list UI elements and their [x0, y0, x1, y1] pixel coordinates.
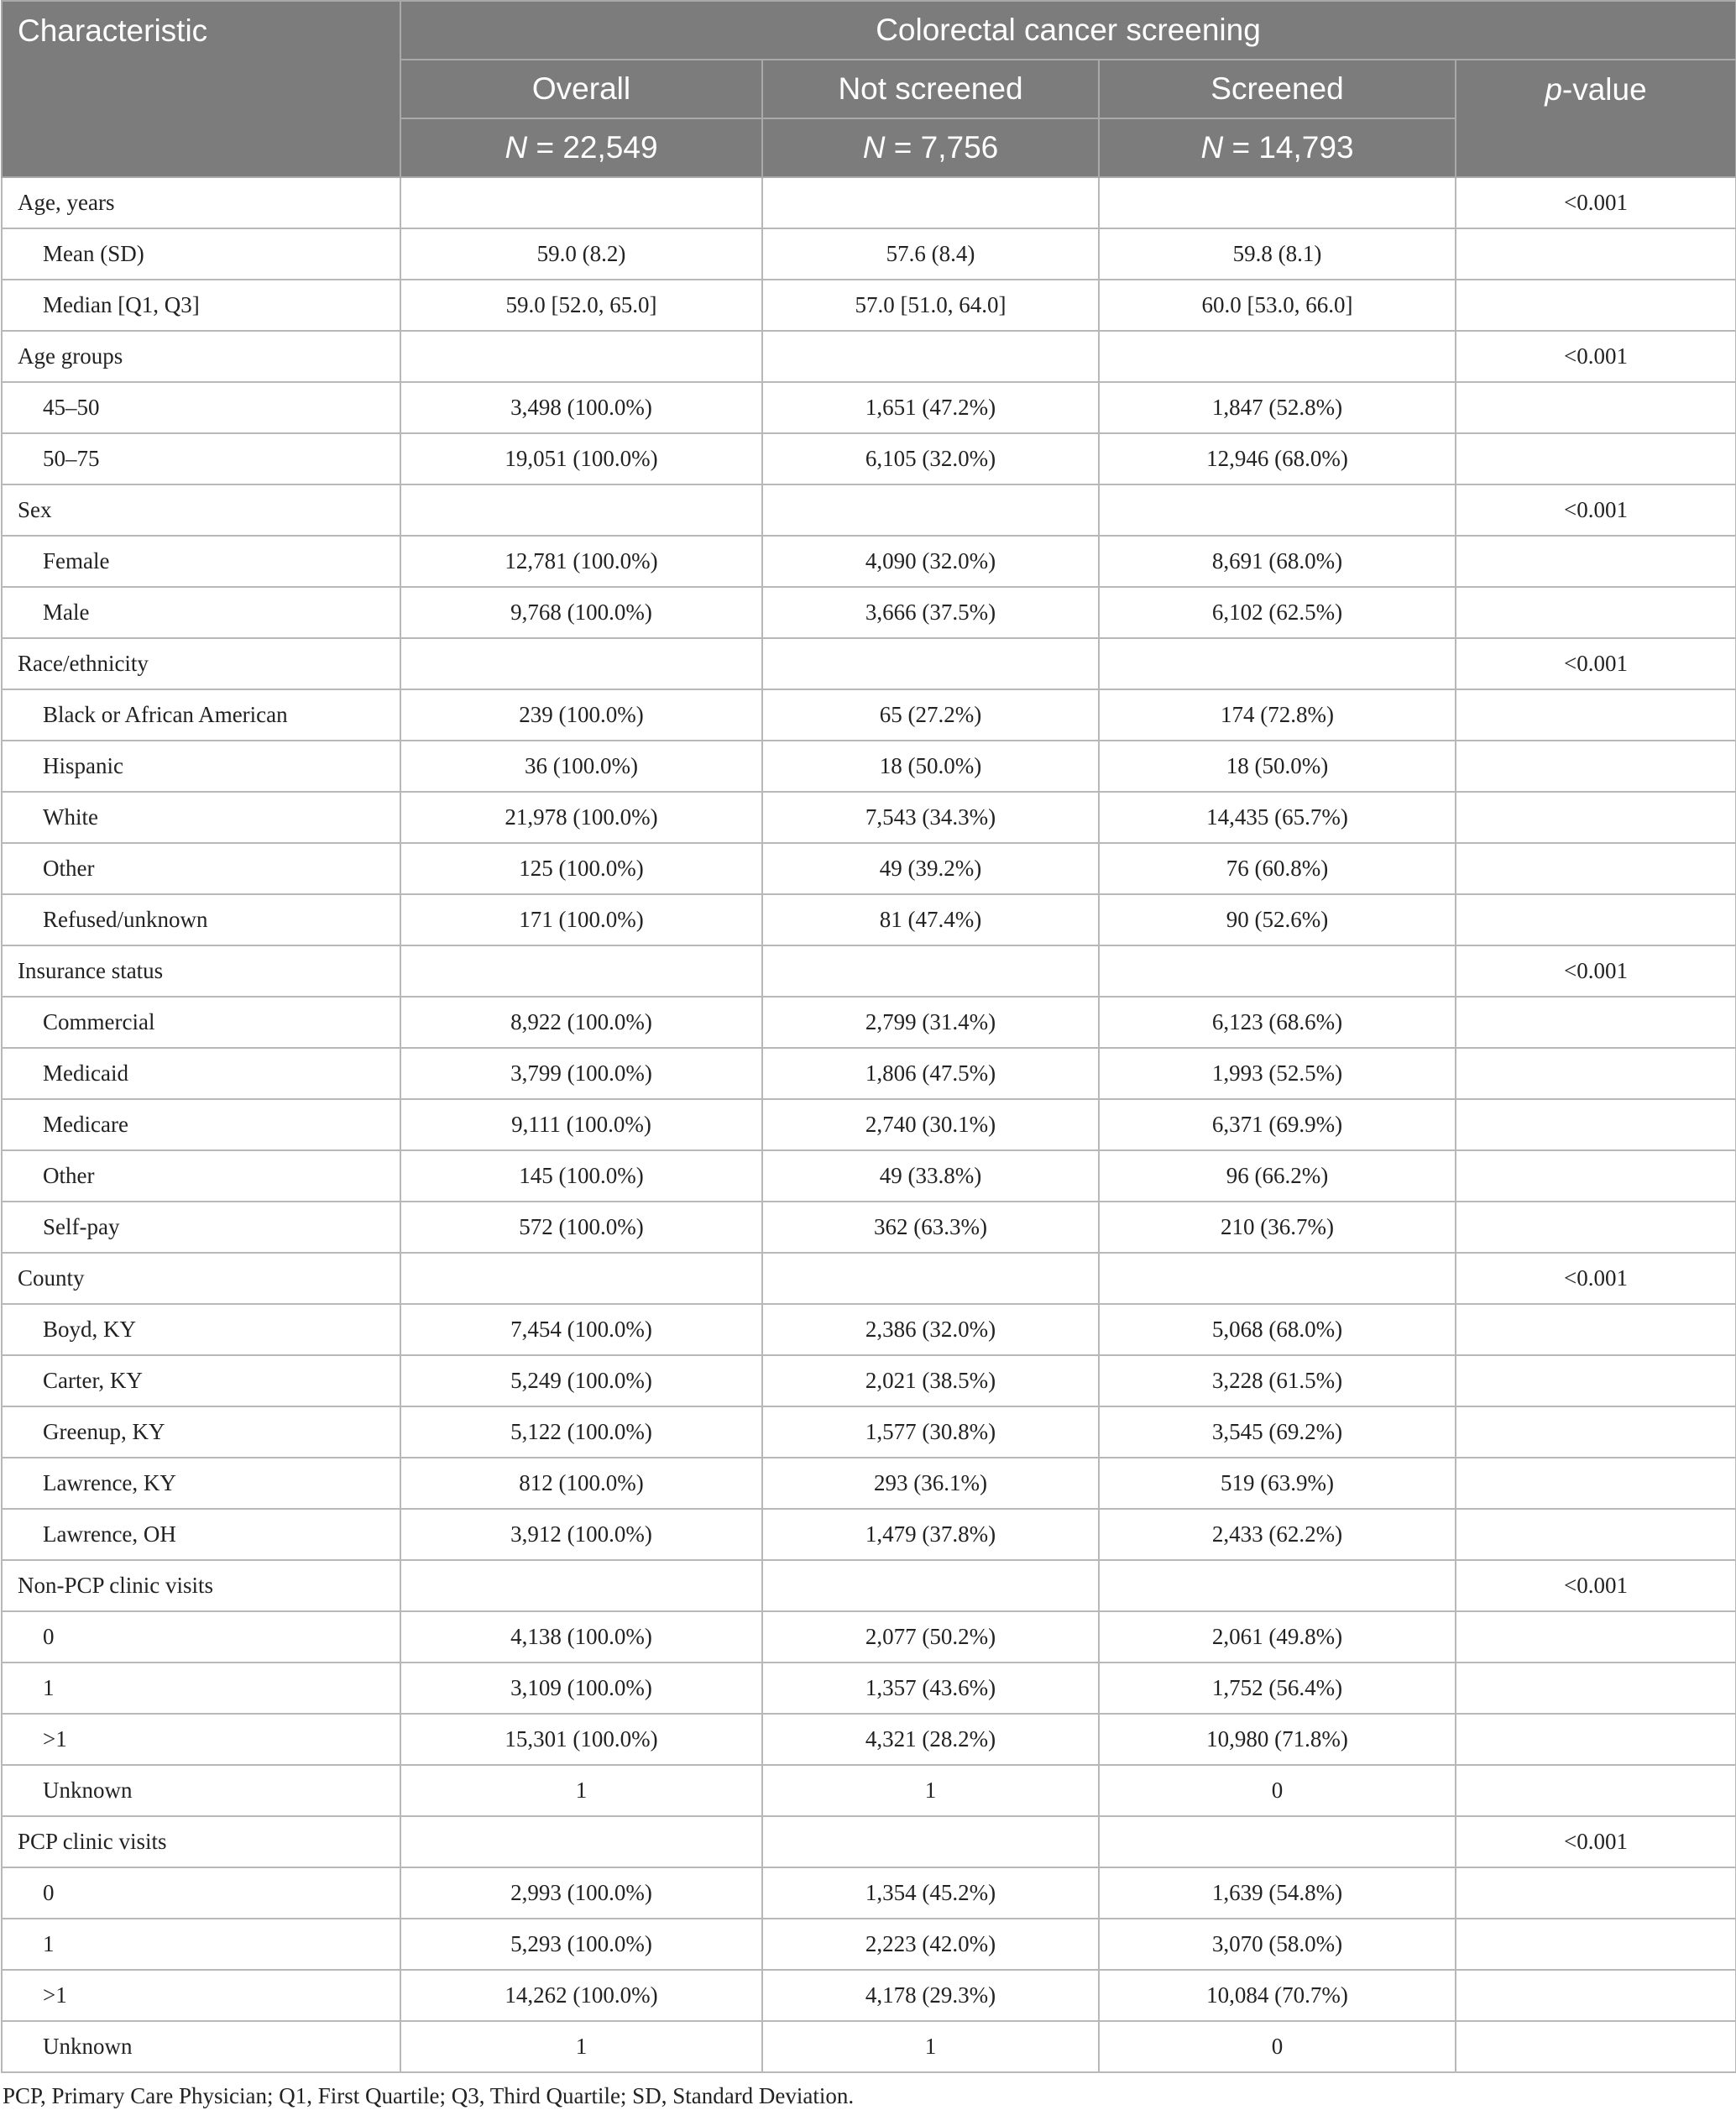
cell-overall: 125 (100.0%) [400, 843, 762, 894]
table-row [2, 638, 1736, 689]
cell-not-screened [762, 177, 1099, 228]
cell-p-value: <0.001 [1456, 177, 1736, 228]
table-header [2, 1, 1736, 177]
header-overall: Overall [400, 60, 762, 118]
cell-p-value: <0.001 [1456, 1560, 1736, 1611]
cell-p-value: <0.001 [1456, 945, 1736, 997]
n-value: = 14,793 [1223, 130, 1354, 165]
cell-screened: 6,371 (69.9%) [1099, 1099, 1456, 1150]
cell-overall: 171 (100.0%) [400, 894, 762, 945]
cell-overall: 8,922 (100.0%) [400, 997, 762, 1048]
row-label: Medicare [2, 1099, 400, 1150]
cell-p-value [1456, 1458, 1736, 1509]
cell-overall: 9,111 (100.0%) [400, 1099, 762, 1150]
cell-p-value [1456, 997, 1736, 1048]
row-label: Female [2, 536, 400, 587]
cell-overall: 572 (100.0%) [400, 1202, 762, 1253]
row-label: White [2, 792, 400, 843]
cell-screened: 1,993 (52.5%) [1099, 1048, 1456, 1099]
cell-not-screened [762, 638, 1099, 689]
table-row [2, 1765, 1736, 1816]
cell-not-screened: 2,740 (30.1%) [762, 1099, 1099, 1150]
row-label: Self-pay [2, 1202, 400, 1253]
table-row [2, 1611, 1736, 1663]
cell-screened [1099, 638, 1456, 689]
cell-p-value: <0.001 [1456, 331, 1736, 382]
row-label: 1 [2, 1919, 400, 1970]
row-label: >1 [2, 1970, 400, 2021]
table-row [2, 1816, 1736, 1867]
table-row [2, 894, 1736, 945]
cell-p-value [1456, 1150, 1736, 1202]
cell-not-screened: 4,090 (32.0%) [762, 536, 1099, 587]
table-row [2, 997, 1736, 1048]
cell-p-value [1456, 1406, 1736, 1458]
cell-screened: 1,847 (52.8%) [1099, 382, 1456, 433]
cell-not-screened: 1,806 (47.5%) [762, 1048, 1099, 1099]
table-body [2, 177, 1736, 2072]
header-not-screened: Not screened [762, 60, 1099, 118]
cell-overall: 5,249 (100.0%) [400, 1355, 762, 1406]
cell-not-screened: 2,223 (42.0%) [762, 1919, 1099, 1970]
cell-p-value [1456, 689, 1736, 741]
row-label: Unknown [2, 2021, 400, 2072]
cell-screened: 18 (50.0%) [1099, 741, 1456, 792]
cell-not-screened: 18 (50.0%) [762, 741, 1099, 792]
cell-p-value [1456, 536, 1736, 587]
cell-overall: 14,262 (100.0%) [400, 1970, 762, 2021]
cell-p-value [1456, 741, 1736, 792]
table-row [2, 2021, 1736, 2072]
cell-not-screened: 2,077 (50.2%) [762, 1611, 1099, 1663]
cell-overall [400, 945, 762, 997]
cell-not-screened: 1,479 (37.8%) [762, 1509, 1099, 1560]
row-label: >1 [2, 1714, 400, 1765]
cell-overall [400, 1253, 762, 1304]
cell-overall [400, 1816, 762, 1867]
cell-screened: 6,102 (62.5%) [1099, 587, 1456, 638]
cell-screened: 60.0 [53.0, 66.0] [1099, 280, 1456, 331]
header-not-screened-n [762, 118, 1099, 177]
cell-p-value [1456, 228, 1736, 280]
cell-p-value [1456, 1765, 1736, 1816]
cell-not-screened: 1,651 (47.2%) [762, 382, 1099, 433]
table-row [2, 587, 1736, 638]
characteristics-table [1, 0, 1736, 2073]
cell-overall: 15,301 (100.0%) [400, 1714, 762, 1765]
cell-screened: 6,123 (68.6%) [1099, 997, 1456, 1048]
cell-not-screened: 1 [762, 1765, 1099, 1816]
cell-screened [1099, 1560, 1456, 1611]
cell-not-screened: 2,799 (31.4%) [762, 997, 1099, 1048]
cell-p-value: <0.001 [1456, 638, 1736, 689]
cell-screened: 2,061 (49.8%) [1099, 1611, 1456, 1663]
cell-not-screened: 3,666 (37.5%) [762, 587, 1099, 638]
table-row [2, 689, 1736, 741]
cell-overall: 5,122 (100.0%) [400, 1406, 762, 1458]
cell-not-screened: 2,021 (38.5%) [762, 1355, 1099, 1406]
cell-overall: 59.0 [52.0, 65.0] [400, 280, 762, 331]
table-row [2, 536, 1736, 587]
cell-p-value [1456, 587, 1736, 638]
table-footnote: PCP, Primary Care Physician; Q1, First Quartile; Q3, Third Quartile; SD, Standard Deviation. [3, 2083, 855, 2108]
cell-not-screened: 1,577 (30.8%) [762, 1406, 1099, 1458]
row-label: Age, years [2, 177, 400, 228]
table-row [2, 1663, 1736, 1714]
table-row [2, 382, 1736, 433]
cell-not-screened: 6,105 (32.0%) [762, 433, 1099, 484]
cell-screened [1099, 1253, 1456, 1304]
cell-screened [1099, 331, 1456, 382]
row-label: Other [2, 843, 400, 894]
cell-p-value [1456, 1509, 1736, 1560]
table-row [2, 1406, 1736, 1458]
cell-p-value [1456, 1867, 1736, 1919]
cell-overall: 7,454 (100.0%) [400, 1304, 762, 1355]
cell-overall: 12,781 (100.0%) [400, 536, 762, 587]
cell-overall: 9,768 (100.0%) [400, 587, 762, 638]
cell-p-value: <0.001 [1456, 1253, 1736, 1304]
cell-overall: 21,978 (100.0%) [400, 792, 762, 843]
cell-p-value [1456, 1919, 1736, 1970]
cell-not-screened: 1 [762, 2021, 1099, 2072]
cell-screened: 0 [1099, 2021, 1456, 2072]
cell-overall: 19,051 (100.0%) [400, 433, 762, 484]
cell-not-screened: 1,357 (43.6%) [762, 1663, 1099, 1714]
row-label: Carter, KY [2, 1355, 400, 1406]
table-row [2, 433, 1736, 484]
row-label: Race/ethnicity [2, 638, 400, 689]
row-label: Greenup, KY [2, 1406, 400, 1458]
cell-p-value [1456, 1663, 1736, 1714]
header-p-value-p: p [1545, 72, 1562, 107]
cell-not-screened: 65 (27.2%) [762, 689, 1099, 741]
cell-screened: 2,433 (62.2%) [1099, 1509, 1456, 1560]
cell-overall [400, 638, 762, 689]
row-label: Non-PCP clinic visits [2, 1560, 400, 1611]
row-label: Lawrence, OH [2, 1509, 400, 1560]
cell-p-value: <0.001 [1456, 484, 1736, 536]
cell-p-value [1456, 1202, 1736, 1253]
cell-screened: 3,070 (58.0%) [1099, 1919, 1456, 1970]
header-p-value [1456, 60, 1736, 177]
header-overall-n [400, 118, 762, 177]
row-label: Boyd, KY [2, 1304, 400, 1355]
cell-p-value [1456, 280, 1736, 331]
cell-overall [400, 331, 762, 382]
cell-screened: 10,980 (71.8%) [1099, 1714, 1456, 1765]
header-characteristic: Characteristic [2, 1, 400, 177]
cell-overall: 812 (100.0%) [400, 1458, 762, 1509]
n-symbol: N [862, 130, 886, 165]
row-label: 50–75 [2, 433, 400, 484]
cell-overall: 4,138 (100.0%) [400, 1611, 762, 1663]
table-row [2, 1509, 1736, 1560]
cell-overall: 239 (100.0%) [400, 689, 762, 741]
cell-screened: 174 (72.8%) [1099, 689, 1456, 741]
table-row [2, 1867, 1736, 1919]
cell-p-value: <0.001 [1456, 1816, 1736, 1867]
header-screened: Screened [1099, 60, 1456, 118]
cell-p-value [1456, 1611, 1736, 1663]
row-label: Median [Q1, Q3] [2, 280, 400, 331]
cell-p-value [1456, 1304, 1736, 1355]
cell-screened: 76 (60.8%) [1099, 843, 1456, 894]
cell-screened: 14,435 (65.7%) [1099, 792, 1456, 843]
cell-p-value [1456, 792, 1736, 843]
cell-overall: 3,799 (100.0%) [400, 1048, 762, 1099]
table-row [2, 484, 1736, 536]
cell-overall [400, 1560, 762, 1611]
table-row [2, 1099, 1736, 1150]
table-row [2, 177, 1736, 228]
table-row [2, 1304, 1736, 1355]
cell-p-value [1456, 433, 1736, 484]
cell-not-screened: 4,178 (29.3%) [762, 1970, 1099, 2021]
cell-not-screened: 7,543 (34.3%) [762, 792, 1099, 843]
cell-p-value [1456, 1099, 1736, 1150]
cell-not-screened: 4,321 (28.2%) [762, 1714, 1099, 1765]
cell-overall [400, 484, 762, 536]
cell-screened [1099, 1816, 1456, 1867]
cell-screened: 90 (52.6%) [1099, 894, 1456, 945]
cell-screened: 12,946 (68.0%) [1099, 433, 1456, 484]
cell-not-screened [762, 1560, 1099, 1611]
cell-screened [1099, 484, 1456, 536]
cell-p-value [1456, 382, 1736, 433]
cell-screened: 59.8 (8.1) [1099, 228, 1456, 280]
cell-not-screened: 2,386 (32.0%) [762, 1304, 1099, 1355]
cell-p-value [1456, 843, 1736, 894]
cell-p-value [1456, 1355, 1736, 1406]
table-row [2, 1970, 1736, 2021]
cell-screened: 1,752 (56.4%) [1099, 1663, 1456, 1714]
cell-not-screened: 293 (36.1%) [762, 1458, 1099, 1509]
cell-p-value [1456, 1714, 1736, 1765]
table-row [2, 1253, 1736, 1304]
cell-overall: 3,109 (100.0%) [400, 1663, 762, 1714]
cell-not-screened: 81 (47.4%) [762, 894, 1099, 945]
row-label: Lawrence, KY [2, 1458, 400, 1509]
row-label: Hispanic [2, 741, 400, 792]
cell-screened: 0 [1099, 1765, 1456, 1816]
n-symbol: N [1200, 130, 1224, 165]
cell-overall: 36 (100.0%) [400, 741, 762, 792]
row-label: 45–50 [2, 382, 400, 433]
table-row [2, 1048, 1736, 1099]
cell-not-screened [762, 945, 1099, 997]
cell-screened: 1,639 (54.8%) [1099, 1867, 1456, 1919]
table-row [2, 1150, 1736, 1202]
table-row [2, 1202, 1736, 1253]
cell-not-screened: 57.0 [51.0, 64.0] [762, 280, 1099, 331]
cell-p-value [1456, 1048, 1736, 1099]
cell-not-screened: 49 (33.8%) [762, 1150, 1099, 1202]
cell-not-screened: 49 (39.2%) [762, 843, 1099, 894]
table-row [2, 843, 1736, 894]
cell-not-screened: 57.6 (8.4) [762, 228, 1099, 280]
cell-not-screened [762, 331, 1099, 382]
row-label: Other [2, 1150, 400, 1202]
cell-overall: 3,498 (100.0%) [400, 382, 762, 433]
cell-screened: 8,691 (68.0%) [1099, 536, 1456, 587]
row-label: County [2, 1253, 400, 1304]
table-row [2, 792, 1736, 843]
header-group-title: Colorectal cancer screening [400, 1, 1736, 60]
row-label: 0 [2, 1867, 400, 1919]
cell-overall: 5,293 (100.0%) [400, 1919, 762, 1970]
cell-screened [1099, 177, 1456, 228]
cell-overall: 2,993 (100.0%) [400, 1867, 762, 1919]
cell-p-value [1456, 2021, 1736, 2072]
cell-screened: 3,228 (61.5%) [1099, 1355, 1456, 1406]
header-screened-n [1099, 118, 1456, 177]
table-row [2, 1919, 1736, 1970]
row-label: Medicaid [2, 1048, 400, 1099]
cell-not-screened: 362 (63.3%) [762, 1202, 1099, 1253]
n-value: = 7,756 [885, 130, 999, 165]
cell-screened: 3,545 (69.2%) [1099, 1406, 1456, 1458]
cell-overall [400, 177, 762, 228]
cell-p-value [1456, 1970, 1736, 2021]
row-label: Mean (SD) [2, 228, 400, 280]
cell-screened: 96 (66.2%) [1099, 1150, 1456, 1202]
n-symbol: N [505, 130, 528, 165]
cell-overall: 145 (100.0%) [400, 1150, 762, 1202]
cell-screened: 519 (63.9%) [1099, 1458, 1456, 1509]
cell-not-screened [762, 484, 1099, 536]
row-label: Insurance status [2, 945, 400, 997]
table-row [2, 331, 1736, 382]
table-row [2, 741, 1736, 792]
row-label: 0 [2, 1611, 400, 1663]
cell-screened: 5,068 (68.0%) [1099, 1304, 1456, 1355]
cell-overall: 1 [400, 2021, 762, 2072]
row-label: Commercial [2, 997, 400, 1048]
cell-not-screened: 1,354 (45.2%) [762, 1867, 1099, 1919]
row-label: Age groups [2, 331, 400, 382]
table-row [2, 945, 1736, 997]
header-p-value-rest: -value [1561, 72, 1647, 107]
table-row [2, 1458, 1736, 1509]
cell-p-value [1456, 894, 1736, 945]
cell-overall: 59.0 (8.2) [400, 228, 762, 280]
cell-overall: 1 [400, 1765, 762, 1816]
row-label: Black or African American [2, 689, 400, 741]
cell-not-screened [762, 1816, 1099, 1867]
row-label: Male [2, 587, 400, 638]
table-row [2, 228, 1736, 280]
cell-screened: 10,084 (70.7%) [1099, 1970, 1456, 2021]
table-row [2, 1714, 1736, 1765]
table-row [2, 1355, 1736, 1406]
n-value: = 22,549 [527, 130, 658, 165]
row-label: Unknown [2, 1765, 400, 1816]
row-label: Sex [2, 484, 400, 536]
table-row [2, 280, 1736, 331]
cell-screened: 210 (36.7%) [1099, 1202, 1456, 1253]
row-label: PCP clinic visits [2, 1816, 400, 1867]
row-label: Refused/unknown [2, 894, 400, 945]
cell-overall: 3,912 (100.0%) [400, 1509, 762, 1560]
row-label: 1 [2, 1663, 400, 1714]
cell-screened [1099, 945, 1456, 997]
table-row [2, 1560, 1736, 1611]
cell-not-screened [762, 1253, 1099, 1304]
